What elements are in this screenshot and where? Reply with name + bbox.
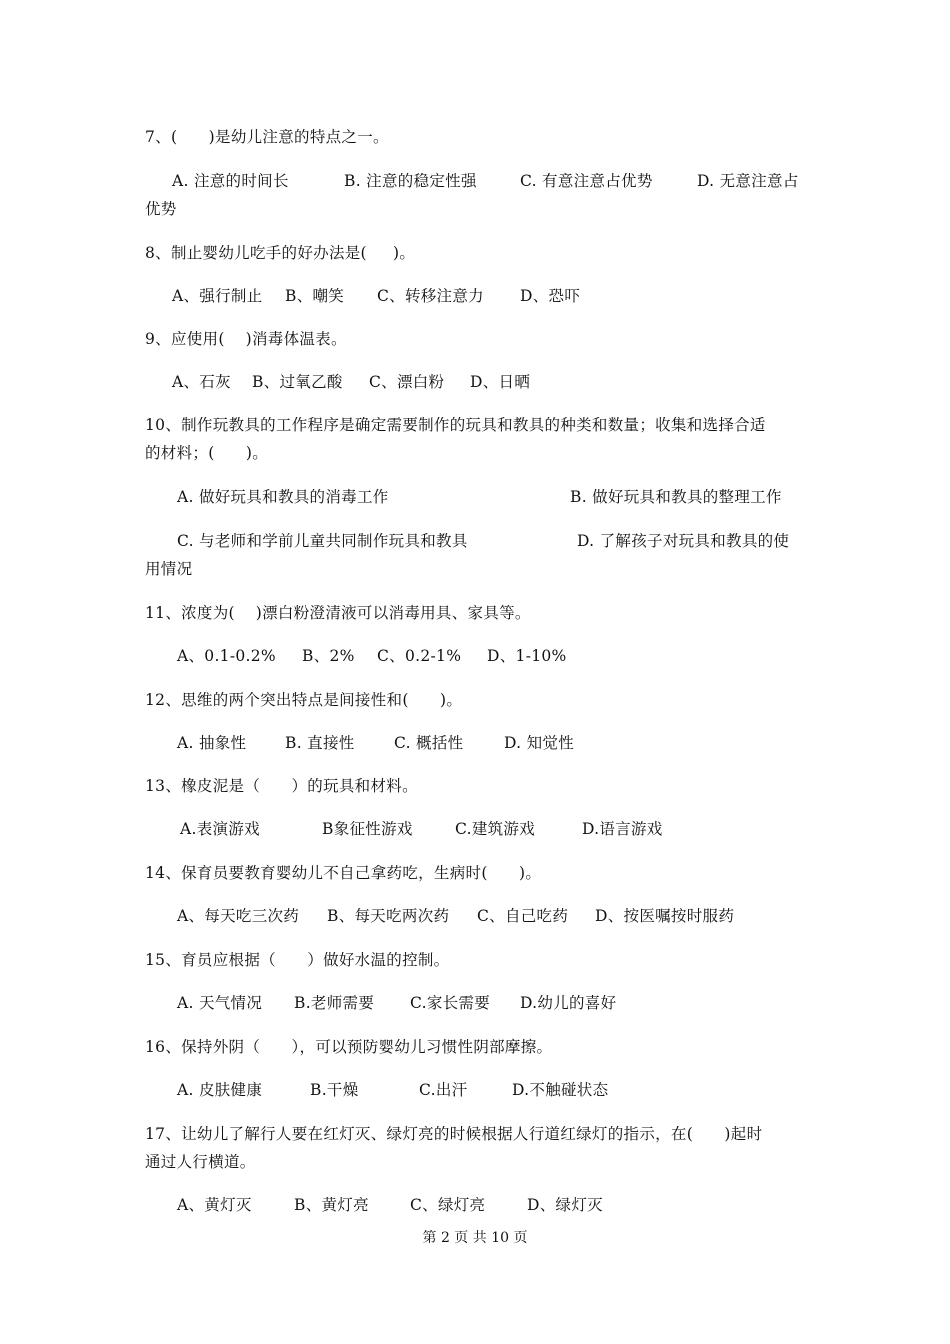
question-15: 15、育员应根据（ ）做好水温的控制。 [145, 951, 450, 969]
question-7: 7、( )是幼儿注意的特点之一。 [145, 128, 389, 146]
option-c: C、0.2-1% [377, 647, 462, 665]
option-c: C. 有意注意占优势 [520, 172, 653, 190]
option-d: D.不触碰状态 [512, 1081, 609, 1099]
question-16: 16、保持外阴（ ），可以预防婴幼儿习惯性阴部摩擦。 [145, 1038, 553, 1056]
option-a: A、0.1-0.2% [177, 647, 276, 665]
option-c: C. 概括性 [394, 734, 464, 752]
option-c: C. 与老师和学前儿童共同制作玩具和教具 [177, 532, 468, 550]
option-b: B、嘲笑 [285, 287, 345, 305]
question-13: 13、橡皮泥是（ ）的玩具和材料。 [145, 777, 418, 795]
option-b: B、2% [302, 647, 355, 665]
option-d: D. 知觉性 [504, 734, 575, 752]
option-c: C、自己吃药 [477, 907, 569, 925]
question-9: 9、应使用( )消毒体温表。 [145, 330, 347, 348]
option-b: B象征性游戏 [322, 820, 413, 838]
option-b: B、过氧乙酸 [252, 373, 343, 391]
option-b: B. 注意的稳定性强 [344, 172, 477, 190]
option-a: A、强行制止 [172, 287, 263, 305]
option-b: B.老师需要 [294, 994, 375, 1012]
option-c: C.家长需要 [410, 994, 491, 1012]
question-7-options-cont: 优势 [145, 200, 177, 218]
option-b: B.干燥 [310, 1081, 359, 1099]
question-17: 17、让幼儿了解行人要在红灯灭、绿灯亮的时候根据人行道红绿灯的指示，在( )起时 [145, 1125, 763, 1143]
option-d: D、绿灯灭 [527, 1196, 603, 1214]
question-12: 12、思维的两个突出特点是间接性和( )。 [145, 691, 463, 709]
option-d: D、恐吓 [520, 287, 581, 305]
question-11: 11、浓度为( )漂白粉澄清液可以消毒用具、家具等。 [145, 604, 531, 622]
question-8: 8、制止婴幼儿吃手的好办法是( )。 [145, 244, 416, 262]
option-b: B、黄灯亮 [294, 1196, 369, 1214]
option-c: C.出汗 [419, 1081, 468, 1099]
option-a: A. 天气情况 [177, 994, 263, 1012]
option-a: A. 抽象性 [177, 734, 247, 752]
option-b: B. 直接性 [285, 734, 355, 752]
option-a: A. 皮肤健康 [177, 1081, 263, 1099]
option-d: D.语言游戏 [582, 820, 663, 838]
option-d: D. 了解孩子对玩具和教具的使 [577, 532, 790, 550]
question-14: 14、保育员要教育婴幼儿不自己拿药吃，生病时( )。 [145, 864, 542, 882]
option-a: A. 做好玩具和教具的消毒工作 [177, 488, 389, 506]
question-10-options-cont: 用情况 [145, 560, 193, 578]
question-10-cont: 的材料；( )。 [145, 444, 269, 462]
option-a: A、石灰 [172, 373, 231, 391]
question-17-cont: 通过人行横道。 [145, 1153, 256, 1171]
option-c: C、转移注意力 [377, 287, 484, 305]
option-a: A、黄灯灭 [177, 1196, 252, 1214]
option-a: A.表演游戏 [180, 820, 260, 838]
option-d: D、日晒 [470, 373, 531, 391]
page-number: 第 2 页 共 10 页 [422, 1230, 528, 1246]
option-c: C.建筑游戏 [455, 820, 536, 838]
question-10: 10、制作玩教具的工作程序是确定需要制作的玩具和教具的种类和数量；收集和选择合适 [145, 416, 766, 434]
option-d: D、1-10% [487, 647, 567, 665]
option-d: D.幼儿的喜好 [520, 994, 617, 1012]
option-a: A、每天吃三次药 [177, 907, 300, 925]
option-d: D、按医嘱按时服药 [595, 907, 735, 925]
option-b: B. 做好玩具和教具的整理工作 [570, 488, 782, 506]
option-c: C、漂白粉 [369, 373, 445, 391]
option-b: B、每天吃两次药 [327, 907, 450, 925]
option-a: A. 注意的时间长 [172, 172, 289, 190]
option-c: C、绿灯亮 [410, 1196, 486, 1214]
option-d: D. 无意注意占 [697, 172, 799, 190]
